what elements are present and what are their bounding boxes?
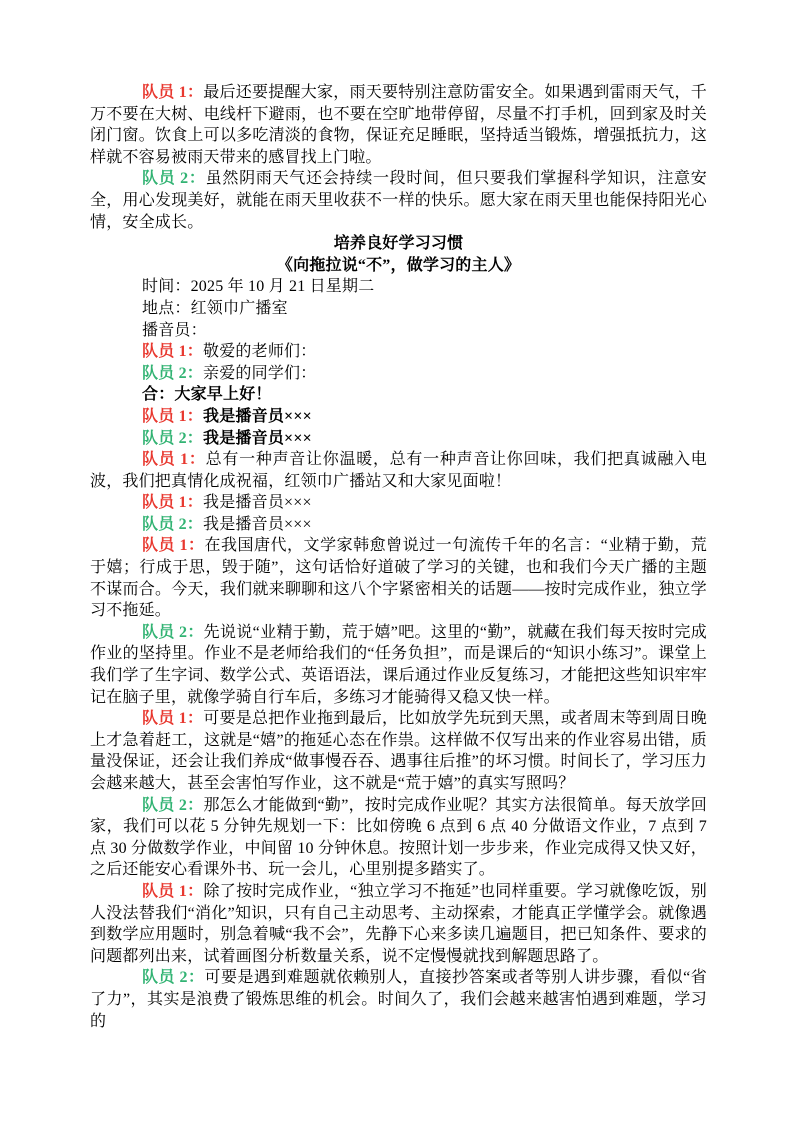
- line-text: 我是播音员×××: [203, 515, 312, 533]
- line-text: 虽然阴雨天气还会持续一段时间，但只要我们掌握科学知识，注意安全，用心发现美好，就能在雨天里收获不一样的快乐。愿大家在雨天里也能保持阳光心情，安全成长。: [90, 170, 707, 231]
- speaker-label: 队员 2：: [142, 429, 204, 447]
- speaker-label: 队员 2：: [142, 364, 204, 382]
- line-text: 可要是总把作业拖到最后，比如放学先玩到天黑，或者周末等到周日晚上才急着赶工，这就是“嬉”的拖延心态在作祟。这样做不仅写出来的作业容易出错，质量没保证，还会让我们养成“做事慢吞吞、遇事往后推”的坏习惯。时间长了，学习压力会越来越大，甚至会害怕写作业，这不就是“荒于嬉”的真实写照吗？: [90, 710, 707, 792]
- heading-line: [90, 255, 707, 277]
- dialog-line: [90, 708, 707, 794]
- speaker-label: 队员 2：: [142, 515, 204, 533]
- dialog-line: [90, 492, 707, 514]
- line-text: 培养良好学习习惯: [333, 235, 464, 253]
- dialog-line: [90, 82, 707, 168]
- dialog-line: [90, 967, 707, 1032]
- line-text: 大家早上好！: [174, 386, 272, 404]
- line-text: 地点：红领巾广播室: [142, 299, 288, 317]
- line-text: 我是播音员×××: [203, 494, 312, 512]
- line-text: 亲爱的同学们：: [203, 364, 317, 382]
- dialog-line: [90, 795, 707, 881]
- dialog-line: [90, 363, 707, 385]
- line-text: 除了按时完成作业，“独立学习不拖延”也同样重要。学习就像吃饭，别人没法替我们“消化”知识，只有自己主动思考、主动探索，才能真正学懂学会。就像遇到数学应用题时，别急着喊“我不会”，先静下心来多读几遍题目，把已知条件、要求的问题都列出来，试着画图分析数量关系，说不定慢慢就找到解题思路了。: [90, 882, 707, 965]
- speaker-label: 队员 2：: [142, 623, 204, 641]
- speaker-label: 队员 2：: [142, 170, 206, 188]
- line-text: 那怎么才能做到“勤”，按时完成作业呢？其实方法很简单。每天放学回家，我们可以花 5 分钟先规划一下：比如傍晚 6 点到 6 点 40 分做语文作业，7 点到 7 点 30 分做数学作业，中间留 10 分钟休息。按照计划一步步来，作业完成得又快又好，之后还能安心看课外书、玩一会儿，心里别提多踏实了。: [90, 796, 707, 879]
- dialog-line: [90, 341, 707, 363]
- speaker-label: 队员 2：: [142, 969, 205, 987]
- dialog-line: [90, 168, 707, 233]
- line-text: 我是播音员×××: [203, 407, 312, 425]
- meta-line: [90, 276, 707, 298]
- dialog-line: [90, 428, 707, 450]
- dialog-line: [90, 881, 707, 967]
- line-text: 时间：2025 年 10 月 21 日星期二: [142, 278, 375, 296]
- line-text: 先说说“业精于勤，荒于嬉”吧。这里的“勤”，就藏在我们每天按时完成作业的坚持里。作业不是老师给我们的“任务负担”，而是课后的“知识小练习”。课堂上我们学了生字词、数学公式、英语语法，课后通过作业反复练习，才能把这些知识牢牢记在脑子里，就像学骑自行车后，多练习才能骑得又稳又快一样。: [90, 623, 707, 706]
- dialog-line: [90, 406, 707, 428]
- speaker-label: 队员 1：: [142, 343, 204, 361]
- line-text: 敬爱的老师们：: [203, 343, 317, 361]
- line-text: 可要是遇到难题就依赖别人，直接抄答案或者等别人讲步骤，看似“省了力”，其实是浪费了锻炼思维的机会。时间久了，我们会越来越害怕遇到难题，学习的: [90, 969, 707, 1030]
- speaker-label: 队员 1：: [142, 407, 204, 425]
- meta-line: [90, 320, 707, 342]
- speaker-label: 合：: [142, 386, 175, 404]
- speaker-label: 队员 1：: [142, 710, 204, 728]
- line-text: 我是播音员×××: [203, 429, 312, 447]
- speaker-label: 队员 1：: [142, 882, 204, 900]
- speaker-label: 队员 2：: [142, 796, 204, 814]
- dialog-line: [90, 384, 707, 406]
- line-text: 在我国唐代，文学家韩愈曾说过一句流传千年的名言：“业精于勤，荒于嬉；行成于思，毁于随”，这句话恰好道破了学习的关键，也和我们今天广播的主题不谋而合。今天，我们就来聊聊和这八个字紧密相关的话题——按时完成作业，独立学习不拖延。: [90, 537, 707, 620]
- speaker-label: 队员 1：: [142, 494, 204, 512]
- speaker-label: 队员 1：: [142, 84, 204, 101]
- dialog-line: [90, 449, 707, 492]
- dialog-line: [90, 535, 707, 621]
- line-text: 最后还要提醒大家，雨天要特别注意防雷安全。如果遇到雷雨天气，千万不要在大树、电线杆下避雨，也不要在空旷地带停留，尽量不打手机，回到家及时关闭门窗。饮食上可以多吃清淡的食物，保证充足睡眠，坚持适当锻炼，增强抵抗力，这样就不容易被雨天带来的感冒找上门啦。: [90, 84, 707, 166]
- line-text: 《向拖拉说“不”，做学习的主人》: [276, 256, 521, 274]
- line-text: 总有一种声音让你温暖，总有一种声音让你回味，我们把真诚融入电波，我们把真情化成祝福，红领巾广播站又和大家见面啦！: [90, 451, 707, 490]
- speaker-label: 队员 1：: [142, 537, 205, 555]
- speaker-label: 队员 1：: [142, 451, 206, 469]
- line-text: 播音员：: [142, 321, 207, 339]
- heading-line: [90, 233, 707, 255]
- dialog-line: [90, 514, 707, 536]
- meta-line: [90, 298, 707, 320]
- document-body: [90, 82, 707, 1032]
- dialog-line: [90, 622, 707, 708]
